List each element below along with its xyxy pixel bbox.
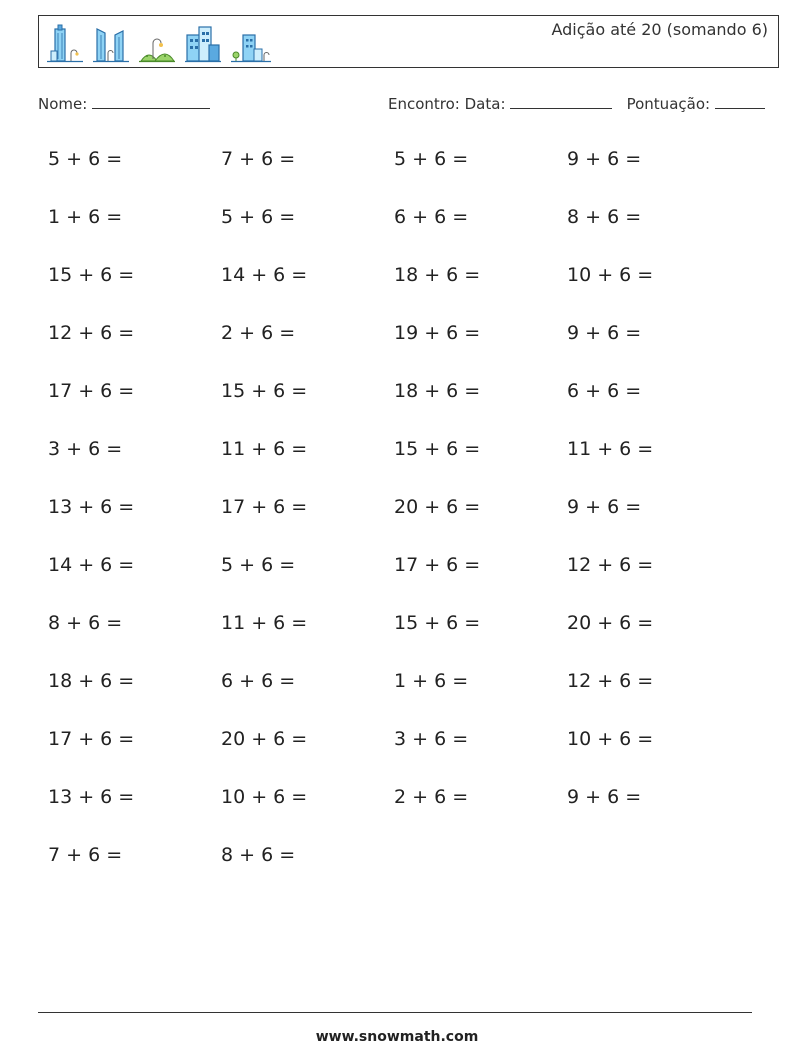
problem-item: 15 + 6 = [221,380,308,402]
problem-item: 18 + 6 = [394,264,481,286]
problem-item: 17 + 6 = [48,380,135,402]
meeting-date-label: Encontro: Data: [388,95,506,113]
problem-item: 12 + 6 = [567,554,654,576]
problem-item: 11 + 6 = [221,612,308,634]
problem-item: 5 + 6 = [221,206,296,228]
problem-item: 8 + 6 = [221,844,296,866]
problem-item: 10 + 6 = [221,786,308,808]
problem-item: 19 + 6 = [394,322,481,344]
problem-item: 17 + 6 = [221,496,308,518]
meeting-score-fields [388,93,765,113]
name-field[interactable] [38,93,210,113]
problem-item: 12 + 6 = [567,670,654,692]
score-label: Pontuação: [626,95,711,113]
park-icon [139,23,175,63]
problem-item: 3 + 6 = [394,728,469,750]
worksheet-title: Adição até 20 (somando 6) [551,20,768,39]
info-row [38,93,779,117]
problem-item: 11 + 6 = [567,438,654,460]
problem-item: 18 + 6 = [394,380,481,402]
problem-item: 1 + 6 = [48,206,123,228]
name-blank[interactable] [92,93,210,109]
problem-item: 6 + 6 = [567,380,642,402]
score-blank[interactable] [715,93,765,109]
problem-item: 5 + 6 = [48,148,123,170]
problem-item: 9 + 6 = [567,148,642,170]
problem-item: 8 + 6 = [48,612,123,634]
problem-item: 15 + 6 = [394,438,481,460]
problem-item: 13 + 6 = [48,496,135,518]
name-label: Nome: [38,95,88,113]
problem-item: 17 + 6 = [394,554,481,576]
problem-item: 6 + 6 = [394,206,469,228]
problem-item: 12 + 6 = [48,322,135,344]
skyscraper-icon [47,23,83,63]
problem-item: 18 + 6 = [48,670,135,692]
problem-item: 11 + 6 = [221,438,308,460]
problem-item: 5 + 6 = [221,554,296,576]
problem-item: 15 + 6 = [394,612,481,634]
header-icons [47,21,271,63]
problem-item: 2 + 6 = [394,786,469,808]
problem-item: 20 + 6 = [221,728,308,750]
problem-item: 20 + 6 = [567,612,654,634]
problem-item: 9 + 6 = [567,786,642,808]
footer-divider [38,1012,752,1013]
date-blank[interactable] [510,93,612,109]
problem-item: 13 + 6 = [48,786,135,808]
problem-item: 5 + 6 = [394,148,469,170]
problem-item: 1 + 6 = [394,670,469,692]
city-icon [231,23,271,63]
problem-item: 6 + 6 = [221,670,296,692]
header-box [38,15,779,68]
problem-item: 7 + 6 = [48,844,123,866]
problem-item: 17 + 6 = [48,728,135,750]
problem-item: 8 + 6 = [567,206,642,228]
towers-icon [93,23,129,63]
problem-item: 10 + 6 = [567,264,654,286]
problem-item: 2 + 6 = [221,322,296,344]
problem-item: 10 + 6 = [567,728,654,750]
buildings-icon [185,23,221,63]
problem-item: 9 + 6 = [567,322,642,344]
problem-item: 7 + 6 = [221,148,296,170]
problem-item: 3 + 6 = [48,438,123,460]
problem-item: 14 + 6 = [48,554,135,576]
problem-item: 14 + 6 = [221,264,308,286]
problem-item: 15 + 6 = [48,264,135,286]
problem-item: 9 + 6 = [567,496,642,518]
footer-url: www.snowmath.com [315,1029,479,1045]
problem-item: 20 + 6 = [394,496,481,518]
